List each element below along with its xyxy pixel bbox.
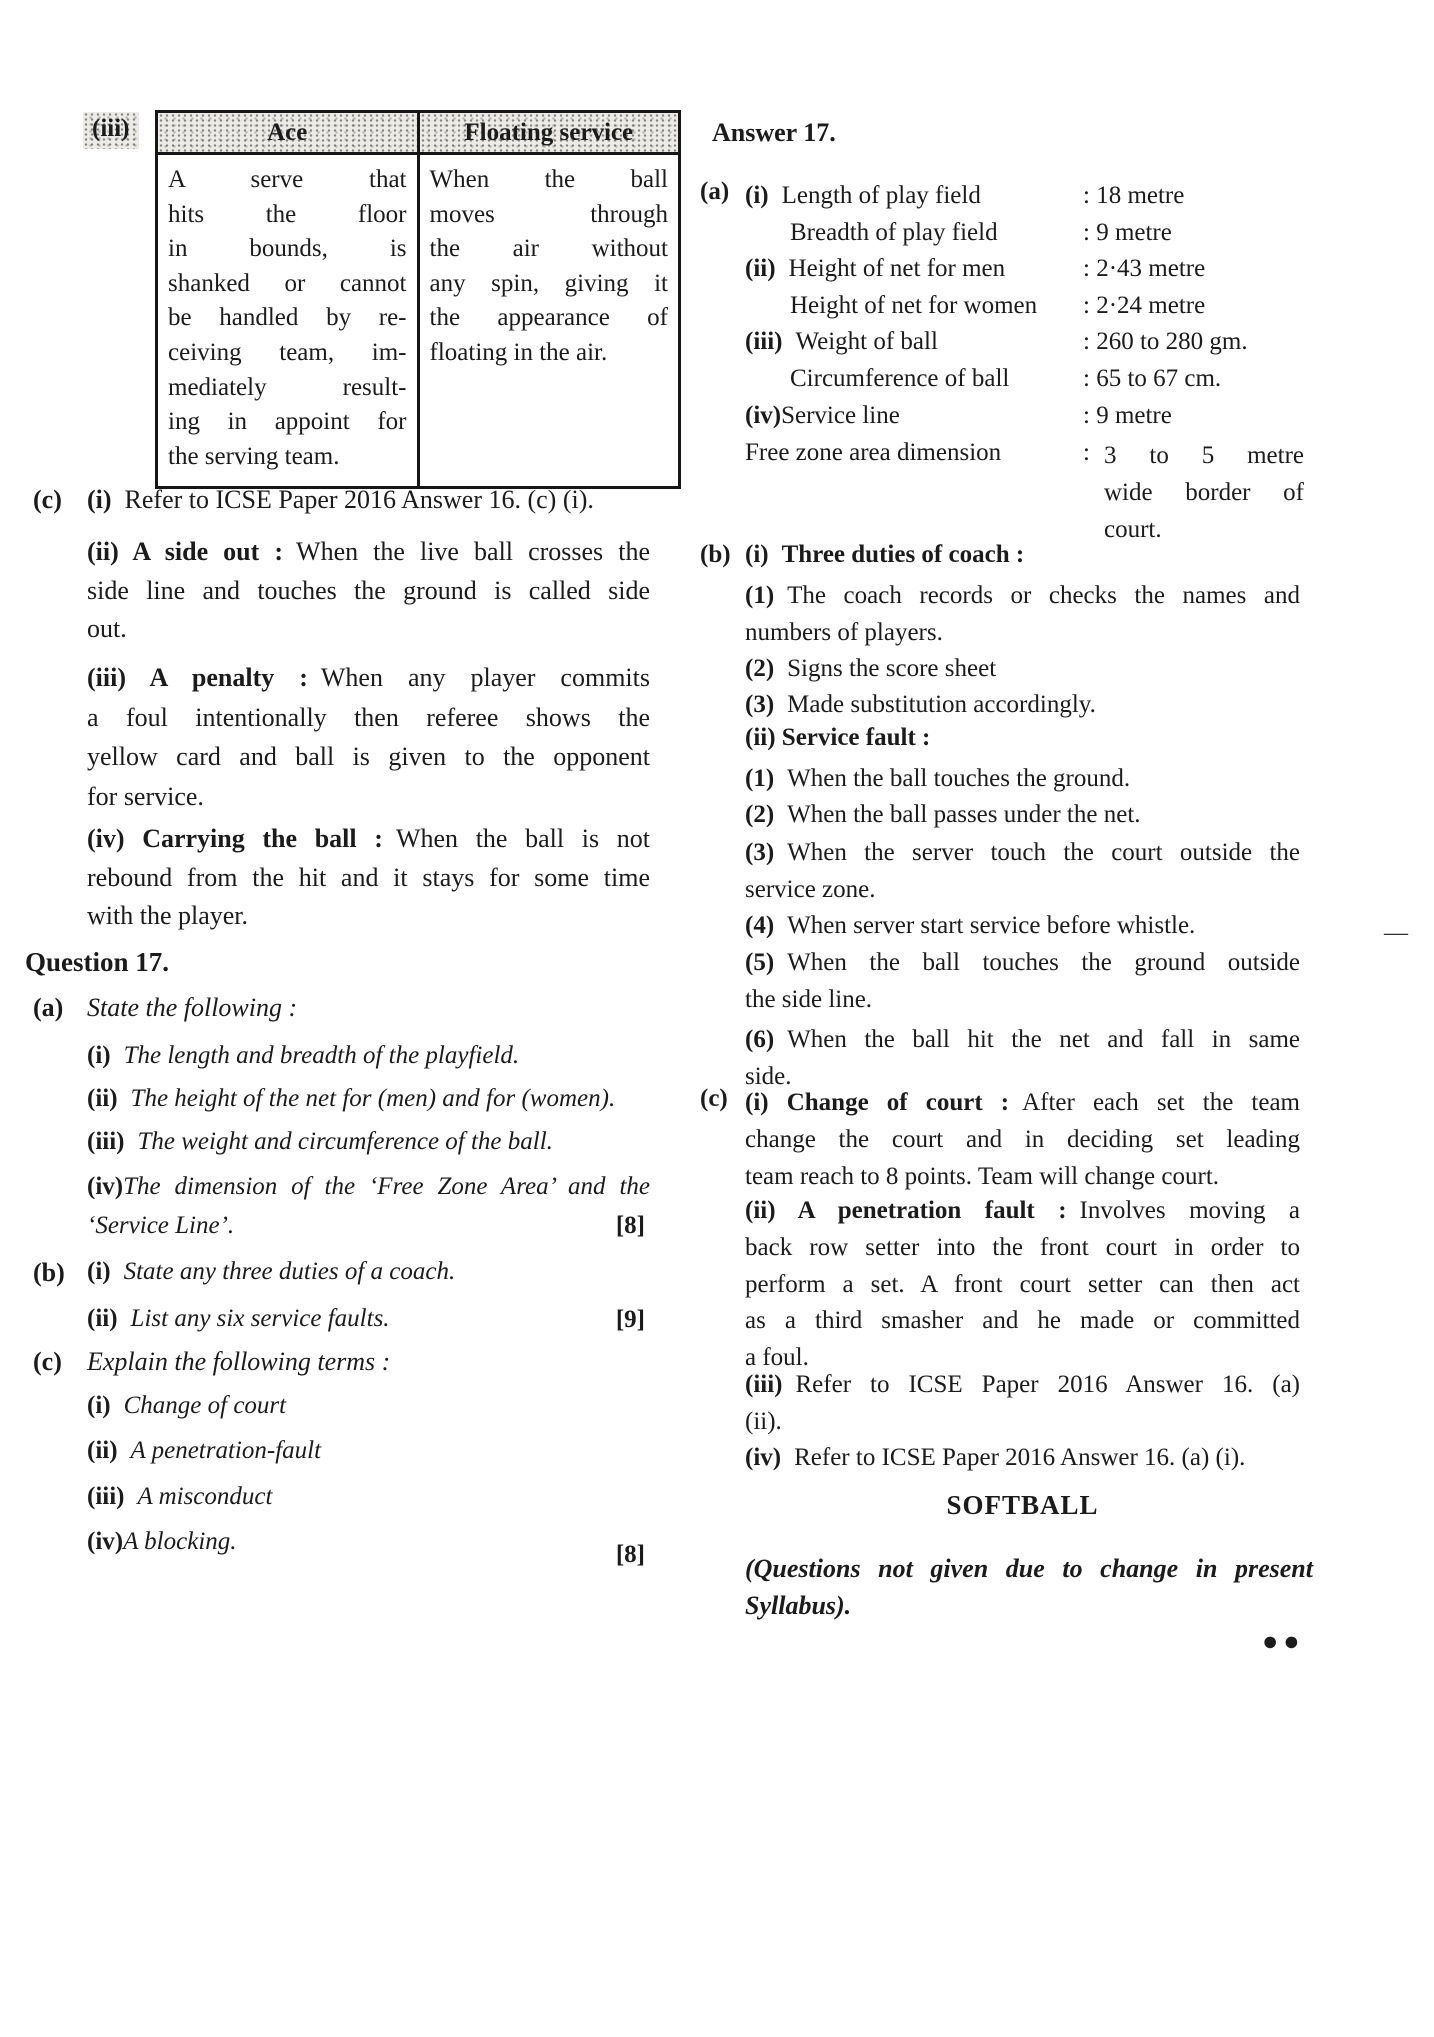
- text-line: When the ball: [429, 166, 668, 193]
- duty-item-3: [745, 687, 1300, 724]
- text-line: shanked or cannot: [168, 269, 407, 297]
- fault-item-5: [745, 945, 1300, 1019]
- answer-c-item-iv: [87, 820, 650, 936]
- item-text: Change of court: [123, 1392, 287, 1419]
- text-line: moves through: [429, 200, 668, 228]
- question-a-marker: (a): [33, 993, 64, 1022]
- question-c-marker: (c): [33, 1347, 62, 1376]
- text-line: (Questions not given due to change in present: [745, 1554, 1313, 1583]
- item-text: When the ball hit the net and fall in same: [787, 1026, 1300, 1053]
- refer-item-iv: [745, 1440, 1300, 1477]
- question-c-intro: Explain the following terms :: [87, 1347, 391, 1376]
- text-line: (ii).: [745, 1407, 782, 1435]
- row-label: Length of play field: [781, 182, 981, 209]
- item-marker: (iv): [87, 1173, 124, 1200]
- item-marker: (iii): [745, 1371, 783, 1398]
- text-line: [745, 1367, 1300, 1404]
- item-marker: (1): [745, 765, 775, 792]
- text-line: service zone.: [745, 875, 876, 903]
- text-line: the side line.: [745, 985, 873, 1013]
- item-marker: (iii): [87, 1128, 125, 1155]
- item-text: The height of the net for (men) and for (women).: [130, 1085, 616, 1112]
- heading-text: Three duties of coach :: [781, 541, 1025, 568]
- penetration-fault-item: [745, 1193, 1300, 1377]
- item-text: Made substitution accordingly.: [787, 691, 1096, 718]
- free-zone-value: [1104, 437, 1304, 548]
- item-marker: (i): [87, 1258, 111, 1285]
- question-a-item-iii: [87, 1128, 553, 1156]
- item-text: When server start service before whistle.: [787, 912, 1196, 939]
- item-text: After each set the team: [1022, 1089, 1300, 1116]
- text-line: side line and touches the ground is called side: [87, 575, 650, 605]
- question-a-intro: State the following :: [87, 993, 298, 1022]
- marks-badge: [8]: [615, 1541, 645, 1568]
- item-text: Involves moving a: [1079, 1197, 1300, 1224]
- section-marker-c: (c): [33, 485, 62, 514]
- item-marker: (4): [745, 912, 775, 939]
- item-text: The weight and circumference of the ball.: [137, 1128, 553, 1155]
- item-marker: (i): [87, 1392, 111, 1419]
- measurement-row: [745, 290, 1330, 321]
- question-b-item-ii: [87, 1305, 390, 1333]
- duties-heading: [745, 541, 1024, 569]
- fault-item-1: [745, 761, 1300, 798]
- item-marker: (2): [745, 655, 775, 682]
- table-header-ace: Ace: [158, 113, 417, 152]
- row-value: : 260 to 280 gm.: [1083, 328, 1248, 355]
- measurement-row: [745, 253, 1330, 284]
- row-label: Circumference of ball: [790, 365, 1010, 392]
- table-body-row: [158, 155, 678, 486]
- text-line: as a third smasher and he made or committed: [745, 1307, 1300, 1335]
- answer-heading: Answer 17.: [712, 118, 836, 147]
- item-marker: (i): [87, 485, 112, 514]
- item-text: When any player commits: [320, 663, 650, 692]
- fault-item-4: [745, 908, 1300, 945]
- answer-b-marker: (b): [700, 541, 731, 568]
- question-c-item-ii: [87, 1437, 321, 1465]
- item-lead: (iii) A penalty :: [87, 663, 308, 692]
- item-text: A penetration-fault: [130, 1437, 322, 1464]
- fault-item-2: [745, 797, 1300, 834]
- text-line: in bounds, is: [168, 235, 407, 263]
- text-line: floating in the air.: [429, 338, 608, 366]
- marks-badge: [9]: [615, 1306, 645, 1333]
- refer-item-iii: [745, 1367, 1300, 1441]
- question-c-item-i: [87, 1392, 286, 1420]
- measurement-row: [745, 180, 1330, 211]
- item-marker: (i): [87, 1042, 111, 1069]
- item-marker: (iii): [87, 1483, 125, 1510]
- measurement-row: [745, 363, 1330, 394]
- measurement-row: [745, 400, 1330, 431]
- text-line: [745, 1193, 1300, 1230]
- answer-c-item-i: [87, 485, 650, 515]
- item-marker: (i): [745, 541, 769, 568]
- item-text: List any six service faults.: [130, 1305, 390, 1332]
- text-line: numbers of players.: [745, 618, 943, 646]
- item-text: Refer to ICSE Paper 2016 Answer 16. (a): [795, 1371, 1300, 1398]
- item-marker: (ii): [87, 1085, 118, 1112]
- stray-dash-mark: —: [1384, 920, 1408, 946]
- item-marker: (iv): [745, 1444, 782, 1471]
- text-line: [745, 578, 1300, 615]
- text-line: yellow card and ball is given to the opponent: [87, 742, 650, 771]
- row-value: : 9 metre: [1083, 219, 1172, 246]
- item-marker: (5): [745, 949, 775, 976]
- table-row-label: (iii): [83, 112, 139, 149]
- item-text: The coach records or checks the names and: [787, 582, 1300, 609]
- text-line: [745, 835, 1300, 872]
- item-lead: (iv) Carrying the ball :: [87, 824, 383, 853]
- text-line: wide border of: [1104, 479, 1304, 506]
- question-c-item-iii: [87, 1483, 272, 1511]
- text-line: with the player.: [87, 901, 249, 930]
- comparison-table: [155, 110, 681, 489]
- item-text: The length and breadth of the playfield.: [123, 1042, 520, 1069]
- text-line: the serving team.: [168, 442, 340, 470]
- row-label: Height of net for women: [790, 292, 1038, 319]
- row-value: : 9 metre: [1083, 402, 1172, 429]
- item-marker: (i): [745, 182, 769, 209]
- item-text: State any three duties of a coach.: [123, 1258, 456, 1285]
- measurement-row: [745, 217, 1330, 248]
- item-lead: (ii) A penetration fault :: [745, 1197, 1067, 1224]
- text-line: a foul intentionally then referee shows the: [87, 702, 650, 732]
- text-line: the appearance of: [429, 304, 668, 332]
- row-value: : 2·43 metre: [1083, 255, 1206, 282]
- end-of-chapter-bullets: ●●: [1262, 1626, 1305, 1656]
- item-text: The dimension of the ‘Free Zone Area’ and the: [123, 1173, 650, 1200]
- text-line: [745, 945, 1300, 982]
- table-header-floating-service: Floating service: [417, 113, 679, 152]
- table-cell-ace: [158, 155, 417, 486]
- change-of-court-item: [745, 1085, 1300, 1195]
- text-line: for service.: [87, 781, 204, 811]
- syllabus-note: [745, 1550, 1313, 1624]
- item-text: When the server touch the court outside the: [787, 839, 1300, 866]
- text-line: [87, 533, 650, 572]
- item-lead: (i) Change of court :: [745, 1089, 1010, 1116]
- item-text: Signs the score sheet: [787, 655, 997, 682]
- question-heading: Question 17.: [25, 947, 170, 977]
- answer-c-marker: (c): [700, 1085, 728, 1112]
- text-line: out.: [87, 614, 127, 643]
- item-text: Refer to ICSE Paper 2016 Answer 16. (c) (i).: [124, 485, 594, 514]
- text-line: side.: [745, 1062, 792, 1090]
- question-c-item-iv: [87, 1528, 237, 1556]
- text-line: change the court and in deciding set leading: [745, 1125, 1300, 1153]
- duty-item-1: [745, 578, 1300, 652]
- item-text: When the ball is not: [395, 824, 650, 853]
- text-line: be handled by re-: [168, 304, 407, 332]
- table-cell-floating-service: [417, 155, 679, 486]
- item-text: A misconduct: [137, 1483, 273, 1510]
- text-line: ceiving team, im-: [168, 338, 407, 366]
- item-text: A blocking.: [123, 1528, 237, 1555]
- text-line: [87, 658, 650, 698]
- text-line: the air without: [429, 235, 668, 263]
- text-line: any spin, giving it: [429, 269, 668, 297]
- question-a-item-ii: [87, 1085, 615, 1113]
- question-a-item-iv-line2: ‘Service Line’.: [87, 1212, 235, 1239]
- item-text: When the ball passes under the net.: [787, 801, 1141, 828]
- item-marker: (6): [745, 1026, 775, 1053]
- fault-item-3: [745, 835, 1300, 909]
- question-a-item-i: [87, 1042, 519, 1070]
- service-fault-heading: (ii) Service fault :: [745, 724, 931, 751]
- item-marker: (iv): [745, 402, 782, 429]
- row-value: : 2·24 metre: [1083, 292, 1206, 319]
- item-lead: (ii) A side out :: [87, 537, 284, 566]
- text-line: court.: [1104, 516, 1162, 543]
- row-value: : 65 to 67 cm.: [1083, 365, 1222, 392]
- softball-section-heading: SOFTBALL: [946, 1490, 1099, 1520]
- item-text: When the live ball crosses the: [296, 537, 650, 566]
- text-line: back row setter into the front court in order to: [745, 1233, 1300, 1261]
- question-b-item-i: [87, 1258, 455, 1286]
- item-marker: (ii): [745, 255, 776, 282]
- row-label: Height of net for men: [788, 255, 1006, 282]
- row-value: : 18 metre: [1083, 182, 1185, 209]
- item-marker: (iii): [745, 328, 783, 355]
- item-text: When the ball touches the ground outside: [787, 949, 1300, 976]
- item-marker: (ii): [87, 1437, 118, 1464]
- row-label: Breadth of play field: [790, 219, 998, 246]
- text-line: [87, 820, 650, 859]
- row-label: Weight of ball: [795, 328, 938, 355]
- text-line: Syllabus).: [745, 1591, 852, 1620]
- question-b-marker: (b): [33, 1258, 65, 1287]
- item-marker: (iv): [87, 1528, 124, 1555]
- answer-c-item-ii: [87, 533, 650, 649]
- row-label: Free zone area dimension: [745, 439, 1002, 466]
- item-text: When the ball touches the ground.: [787, 765, 1131, 792]
- text-line: A serve that: [168, 166, 407, 193]
- item-marker: (ii): [87, 1305, 118, 1332]
- text-line: 3 to 5 metre: [1104, 442, 1304, 469]
- item-marker: (3): [745, 839, 775, 866]
- item-marker: (2): [745, 801, 775, 828]
- item-marker: (1): [745, 582, 775, 609]
- answer-a-marker: (a): [700, 178, 730, 205]
- measurement-row: [745, 326, 1330, 357]
- answer-c-item-iii: [87, 658, 650, 816]
- question-a-item-iv: [87, 1173, 650, 1201]
- text-line: [745, 1022, 1300, 1059]
- text-line: perform a set. A front court setter can then act: [745, 1270, 1300, 1298]
- table-header-row: [158, 113, 678, 155]
- marks-badge: [8]: [615, 1212, 645, 1239]
- text-line: [745, 1085, 1300, 1122]
- text-line: mediately result-: [168, 373, 407, 401]
- text-line: hits the floor: [168, 200, 407, 228]
- text-line: a foul.: [745, 1344, 809, 1372]
- row-colon: :: [1083, 439, 1090, 466]
- item-text: Refer to ICSE Paper 2016 Answer 16. (a) (i).: [794, 1444, 1246, 1471]
- row-label: Service line: [781, 402, 900, 429]
- measurement-row-free-zone: [745, 437, 1330, 543]
- duty-item-2: [745, 651, 1300, 688]
- text-line: rebound from the hit and it stays for some time: [87, 862, 650, 892]
- text-line: ing in appoint for: [168, 408, 407, 436]
- text-line: team reach to 8 points. Team will change court.: [745, 1162, 1220, 1190]
- item-marker: (3): [745, 691, 775, 718]
